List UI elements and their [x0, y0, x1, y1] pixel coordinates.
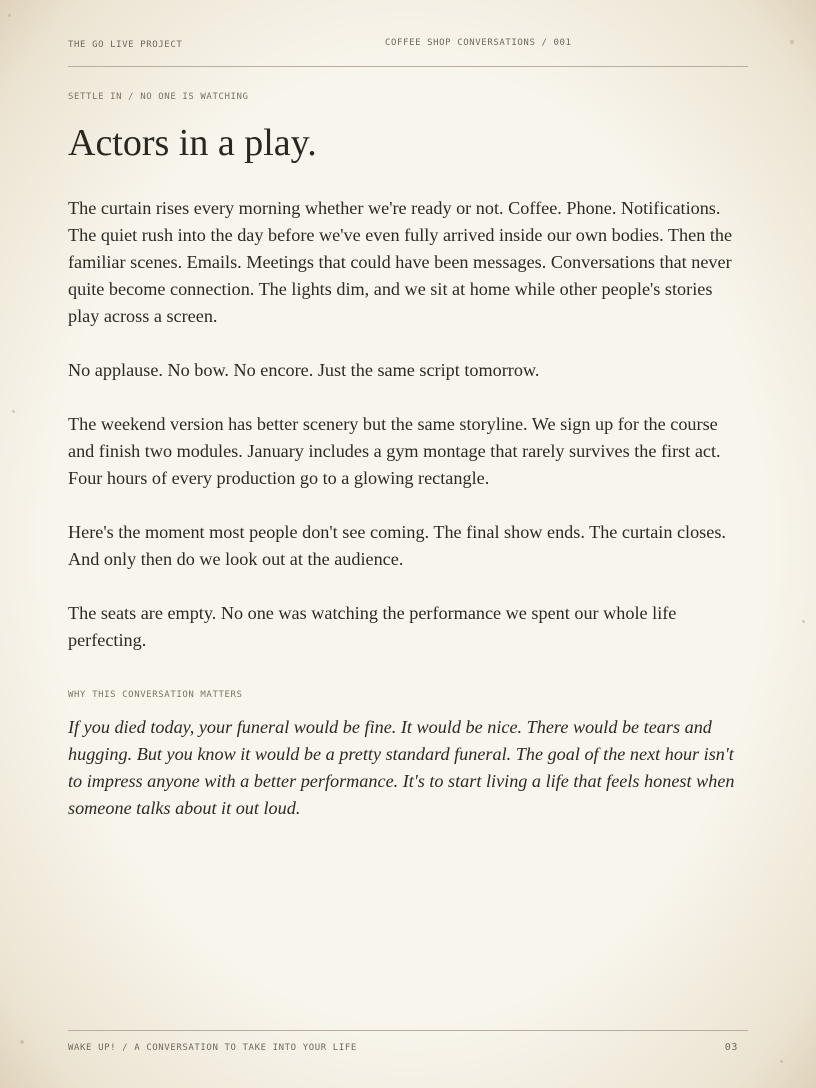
header-project-name: THE GO LIVE PROJECT: [68, 40, 183, 50]
paper-speckle: [8, 14, 11, 17]
page-title: Actors in a play.: [68, 122, 317, 164]
body-paragraph: No applause. No bow. No encore. Just the same script tomorrow.: [68, 360, 540, 380]
section-kicker: SETTLE IN / NO ONE IS WATCHING: [68, 92, 249, 102]
body-paragraph: The weekend version has better scenery but the same storyline. We sign up for the course and finish two modules. January includes a gym montage that rarely survives the first act. Four hours of every production go to a glowing rectangle.: [68, 414, 721, 488]
paper-speckle: [780, 1060, 783, 1063]
page-footer: [68, 1030, 748, 1061]
paper-speckle: [790, 40, 794, 44]
body-paragraph: The curtain rises every morning whether we're ready or not. Coffee. Phone. Notifications. The quiet rush into the day before we've even fully arrived inside our own bodies. Then the familiar scenes. Emails. Meetings that could have been messages. Conversations that never quite become connection. The lights dim, and we sit at home while other people's stories play across a screen.: [68, 198, 733, 326]
pull-quote: If you died today, your funeral would be fine. It would be nice. There would be tears and hugging. But you know it would be a pretty standard funeral. The goal of the next hour isn't to impress anyone with a better performance. It's to start living a life that feels honest when someone talks about it out loud.: [68, 717, 735, 818]
paper-speckle: [20, 1040, 24, 1044]
section-label: WHY THIS CONVERSATION MATTERS: [68, 690, 243, 700]
paper-speckle: [802, 620, 805, 623]
page-header: [68, 38, 748, 67]
paper-speckle: [12, 410, 15, 413]
page-number: 03: [724, 1042, 738, 1053]
main-content: [68, 92, 740, 822]
body-paragraph: Here's the moment most people don't see coming. The final show ends. The curtain closes. And only then do we look out at the audience.: [68, 522, 726, 569]
header-series-title: COFFEE SHOP CONVERSATIONS / 001: [385, 38, 572, 48]
footer-tagline: WAKE UP! / A CONVERSATION TO TAKE INTO YOUR LIFE: [68, 1043, 357, 1053]
body-paragraph: The seats are empty. No one was watching the performance we spent our whole life perfecting.: [68, 603, 677, 650]
